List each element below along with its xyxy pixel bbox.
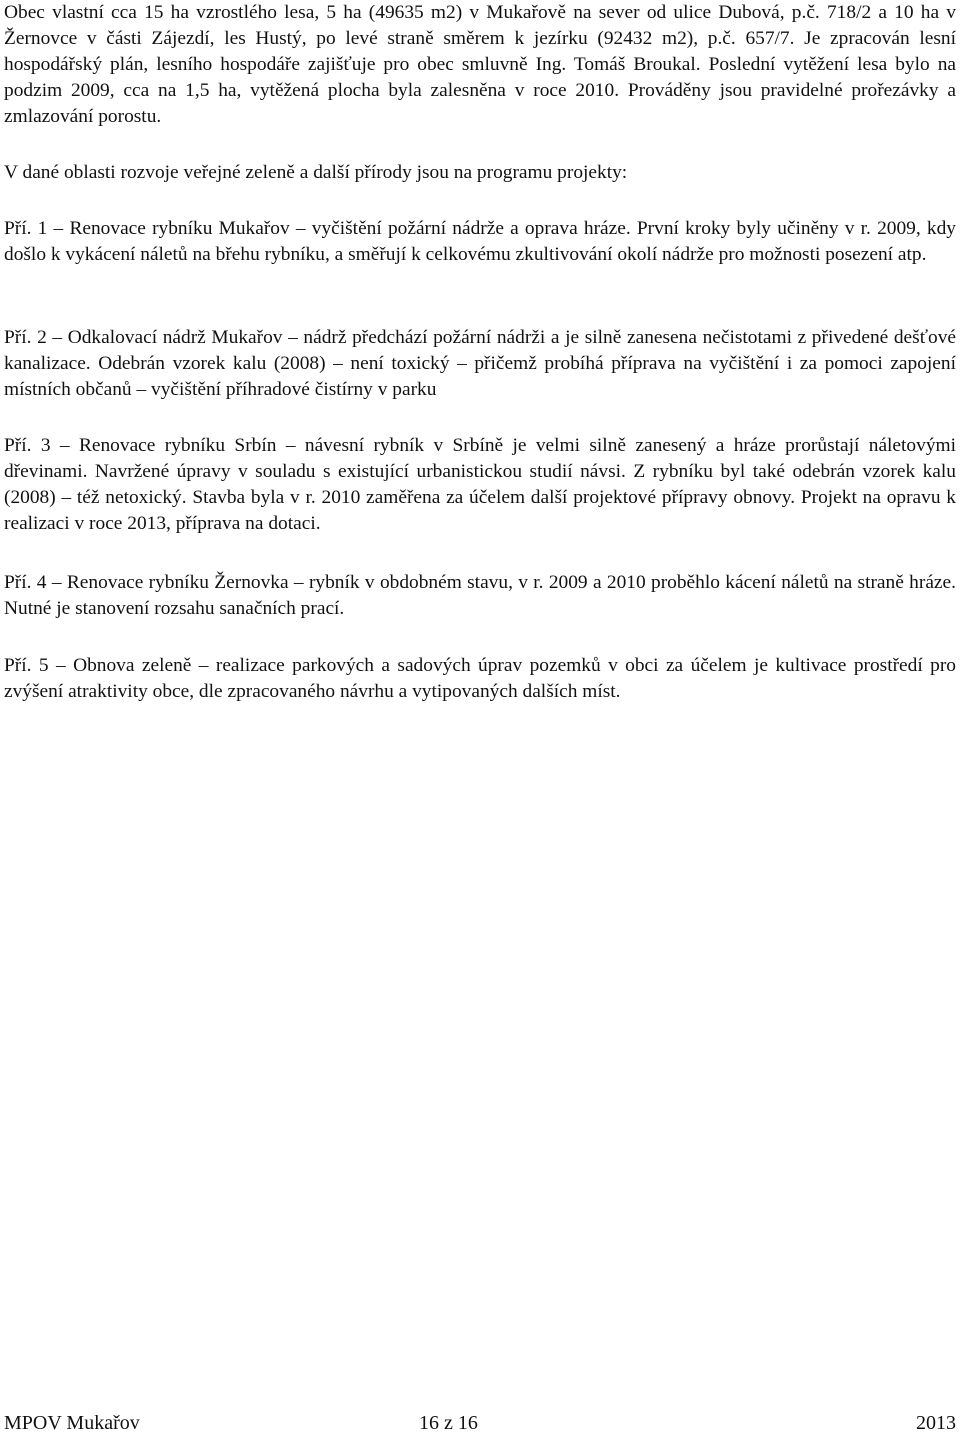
footer-document-name: MPOV Mukařov bbox=[4, 1412, 140, 1434]
footer-page-number: 16 z 16 bbox=[419, 1412, 478, 1434]
project-item-2: Pří. 2 – Odkalovací nádrž Mukařov – nádrž předchází požární nádrži a je silně zanesena nečistotami z přivedené dešťové kanalizace. Odebrán vzorek kalu (2008) – není toxický – přičemž probíhá příprava na vyčištění i za pomoci zapojení místních občanů – vyčištění příhradové čistírny v parku bbox=[4, 327, 956, 400]
page-footer bbox=[4, 1410, 956, 1436]
project-item-1: Pří. 1 – Renovace rybníku Mukařov – vyčištění požární nádrže a oprava hráze. První kroky byly učiněny v r. 2009, kdy došlo k vykácení náletů na břehu rybníku, a směřují k celkovému zkultivování okolí nádrže pro možnosti posezení atp. bbox=[4, 218, 956, 265]
project-item-4: Pří. 4 – Renovace rybníku Žernovka – rybník v obdobném stavu, v r. 2009 a 2010 proběhlo kácení náletů na straně hráze. Nutné je stanovení rozsahu sanačních prací. bbox=[4, 572, 956, 619]
footer-year: 2013 bbox=[916, 1412, 956, 1434]
project-item-3: Pří. 3 – Renovace rybníku Srbín – návesní rybník v Srbíně je velmi silně zanesený a hráze prorůstají náletovými dřevinami. Navržené úpravy v souladu s existující urbanistickou studií návsi. Z rybníku byl také odebrán vzorek kalu (2008) – též netoxický. Stavba byla v r. 2010 zaměřena za účelem další projektové přípravy obnovy. Projekt na opravu k realizaci v roce 2013, příprava na dotaci. bbox=[4, 435, 956, 534]
project-item-5: Pří. 5 – Obnova zeleně – realizace parkových a sadových úprav pozemků v obci za účelem je kultivace prostředí pro zvýšení atraktivity obce, dle zpracovaného návrhu a vytipovaných dalších míst. bbox=[4, 655, 956, 702]
projects-intro: V dané oblasti rozvoje veřejné zeleně a další přírody jsou na programu projekty: bbox=[4, 162, 628, 183]
intro-paragraph: Obec vlastní cca 15 ha vzrostlého lesa, 5 ha (49635 m2) v Mukařově na sever od ulice Dubová, p.č. 718/2 a 10 ha v Žernovce v části Zájezdí, les Hustý, po levé straně směrem k jezírku (92432 m2), p.č. 657/7. Je zpracován lesní hospodářský plán, lesního hospodáře zajišťuje pro obec smluvně Ing. Tomáš Broukal. Poslední vytěžení lesa bylo na podzim 2009, cca na 1,5 ha, vytěžená plocha byla zalesněna v roce 2010. Prováděny jsou pravidelné prořezávky a zmlazování porostu. bbox=[4, 2, 956, 127]
